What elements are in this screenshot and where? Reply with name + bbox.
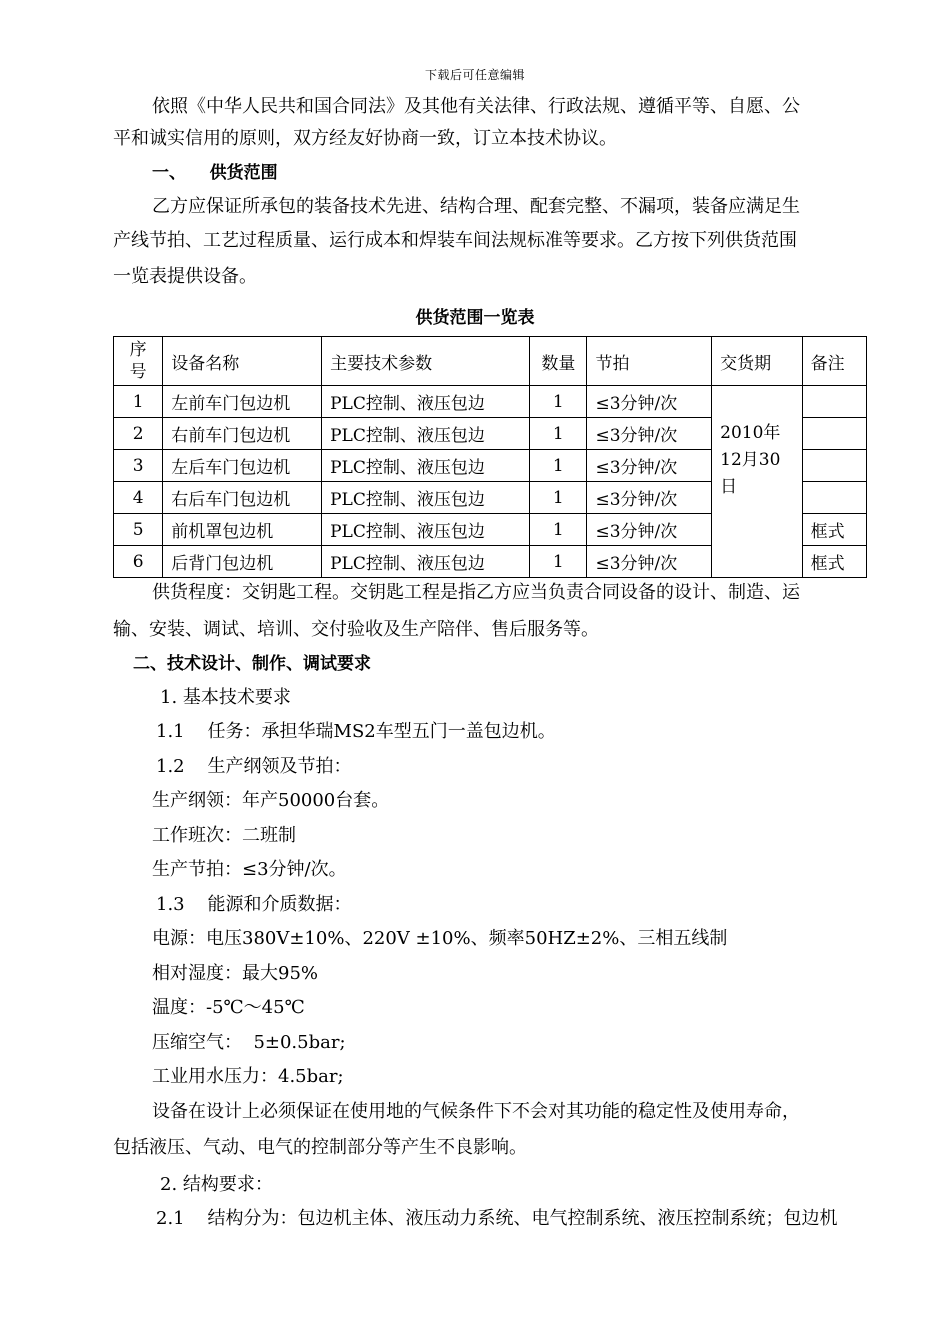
- water-pressure-spec: 工业用水压力：4.5bar;: [152, 1066, 344, 1087]
- row-name: 右后车门包边机: [163, 482, 322, 514]
- row-seq: 3: [114, 450, 163, 482]
- row-qty: 1: [530, 418, 587, 450]
- row-qty: 1: [530, 546, 587, 578]
- row-params: PLC控制、液压包边: [322, 418, 530, 450]
- humidity-spec: 相对湿度：最大95%: [152, 963, 319, 984]
- header-delivery: 交货期: [712, 337, 802, 386]
- supply-scope-table: [113, 336, 867, 578]
- climate-note-line-1: 设备在设计上必须保证在使用地的气候条件下不会对其功能的稳定性及使用寿命，: [152, 1101, 800, 1122]
- row-takt: ≤3分钟/次: [587, 450, 712, 482]
- takt-time: 生产节拍：≤3分钟/次。: [152, 859, 347, 880]
- row-params: PLC控制、液压包边: [322, 386, 530, 418]
- row-qty: 1: [530, 514, 587, 546]
- subsection-2-2: 2. 结构要求：: [160, 1174, 273, 1195]
- row-params: PLC控制、液压包边: [322, 450, 530, 482]
- header-seq: 序 号: [114, 337, 163, 386]
- temperature-spec: 温度：-5℃～45℃: [152, 997, 305, 1018]
- row-params: PLC控制、液压包边: [322, 546, 530, 578]
- row-seq: 6: [114, 546, 163, 578]
- compressed-air-spec: 压缩空气： 5±0.5bar;: [152, 1032, 346, 1053]
- row-qty: 1: [530, 450, 587, 482]
- header-remark: 备注: [802, 337, 866, 386]
- section1-title: 一、 供货范围: [152, 163, 278, 183]
- row-takt: ≤3分钟/次: [587, 482, 712, 514]
- section1-line-2: 产线节拍、工艺过程质量、运行成本和焊装车间法规标准等要求。乙方按下列供货范围: [113, 230, 797, 251]
- subsection-1-1: 1.1 任务：承担华瑞MS2车型五门一盖包边机。: [156, 721, 556, 742]
- row-takt: ≤3分钟/次: [587, 546, 712, 578]
- row-qty: 1: [530, 386, 587, 418]
- row-qty: 1: [530, 482, 587, 514]
- row-takt: ≤3分钟/次: [587, 514, 712, 546]
- intro-line-1: 依照《中华人民共和国合同法》及其他有关法律、行政法规、遵循平等、自愿、公: [152, 96, 800, 117]
- table-header-row: [114, 337, 867, 386]
- row-takt: ≤3分钟/次: [587, 418, 712, 450]
- subsection-1-3: 1.3 能源和介质数据：: [156, 894, 352, 915]
- section1-line-3: 一览表提供设备。: [113, 266, 257, 287]
- delivery-date: 2010年12月30日: [712, 386, 802, 578]
- power-spec: 电源：电压380V±10%、220V ±10%、频率50HZ±2%、三相五线制: [152, 928, 728, 949]
- row-seq: 5: [114, 514, 163, 546]
- row-remark: [802, 450, 866, 482]
- section1-line-1: 乙方应保证所承包的装备技术先进、结构合理、配套完整、不漏项，装备应满足生: [152, 196, 800, 217]
- row-seq: 1: [114, 386, 163, 418]
- header-note: 下载后可任意编辑: [424, 68, 525, 82]
- table-row: [114, 386, 867, 418]
- subsection-2-2-1: 2.1 结构分为：包边机主体、液压动力系统、电气控制系统、液压控制系统；包边机: [156, 1208, 838, 1229]
- row-remark: [802, 482, 866, 514]
- header-qty: 数量: [530, 337, 587, 386]
- row-name: 右前车门包边机: [163, 418, 322, 450]
- subsection-2-1: 1. 基本技术要求: [160, 687, 291, 708]
- production-volume: 生产纲领：年产50000台套。: [152, 790, 390, 811]
- shifts: 工作班次：二班制: [152, 825, 296, 846]
- header-params: 主要技术参数: [322, 337, 530, 386]
- row-remark: 框式: [802, 546, 866, 578]
- intro-line-2: 平和诚实信用的原则，双方经友好协商一致，订立本技术协议。: [113, 128, 617, 149]
- supply-degree-line-1: 供货程度：交钥匙工程。交钥匙工程是指乙方应当负责合同设备的设计、制造、运: [152, 582, 800, 603]
- subsection-1-2: 1.2 生产纲领及节拍：: [156, 756, 352, 777]
- row-remark: [802, 418, 866, 450]
- row-seq: 2: [114, 418, 163, 450]
- header-name: 设备名称: [163, 337, 322, 386]
- header-takt: 节拍: [587, 337, 712, 386]
- row-name: 左前车门包边机: [163, 386, 322, 418]
- row-remark: [802, 386, 866, 418]
- climate-note-line-2: 包括液压、气动、电气的控制部分等产生不良影响。: [113, 1137, 527, 1158]
- row-params: PLC控制、液压包边: [322, 482, 530, 514]
- row-takt: ≤3分钟/次: [587, 386, 712, 418]
- row-name: 左后车门包边机: [163, 450, 322, 482]
- table-title: 供货范围一览表: [415, 308, 535, 328]
- row-seq: 4: [114, 482, 163, 514]
- supply-degree-line-2: 输、安装、调试、培训、交付验收及生产陪伴、售后服务等。: [113, 619, 599, 640]
- row-params: PLC控制、液压包边: [322, 514, 530, 546]
- row-name: 前机罩包边机: [163, 514, 322, 546]
- row-name: 后背门包边机: [163, 546, 322, 578]
- section2-title: 二、技术设计、制作、调试要求: [133, 654, 371, 674]
- row-remark: 框式: [802, 514, 866, 546]
